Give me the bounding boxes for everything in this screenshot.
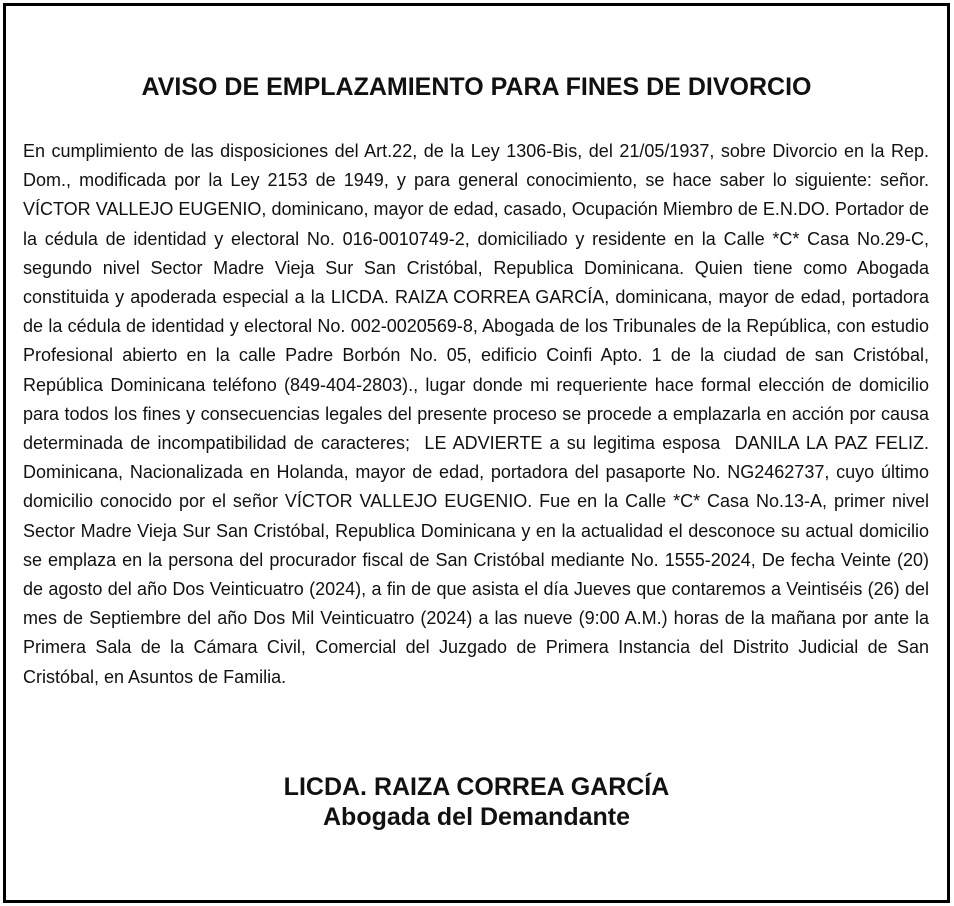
signature-block bbox=[6, 772, 947, 832]
signature-name: LICDA. RAIZA CORREA GARCÍA bbox=[283, 773, 670, 801]
signature-role: Abogada del Demandante bbox=[323, 803, 630, 831]
notice-body: En cumplimiento de las disposiciones del Art.22, de la Ley 1306-Bis, del 21/05/1937, sobre Divorcio en la Rep. Dom., modificada por la Ley 2153 de 1949, y para general conocimiento, se hace saber lo siguiente: señor. VÍCTOR VALLEJO EUGENIO, dominicano, mayor de edad, casado, Ocupación Miembro de E.N.DO. Portador de la cédula de identidad y electoral No. 016-0010749-2, domiciliado y residente en la Calle *C* Casa No.29-C, segundo nivel Sector Madre Vieja Sur San Cristóbal, Republica Dominicana. Quien tiene como Abogada constituida y apoderada especial a la LICDA. RAIZA CORREA GARCÍA, dominicana, mayor de edad, portadora de la cédula de identidad y electoral No. 002-0020569-8, Abogada de los Tribunales de la República, con estudio Profesional abierto en la calle Padre Borbón No. 05, edificio Coinfi Apto. 1 de la ciudad de san Cristóbal, República Dominicana teléfono (849-404-2803)., lugar donde mi requeriente hace formal elección de domicilio para todos los fines y consecuencias legales del presente proceso se procede a emplazarla en acción por causa determinada de incompatibilidad de caracteres; LE ADVIERTE a su legitima esposa DANILA LA PAZ FELIZ. Dominicana, Nacionalizada en Holanda, mayor de edad, portadora del pasaporte No. NG2462737, cuyo último domicilio conocido por el señor VÍCTOR VALLEJO EUGENIO. Fue en la Calle *C* Casa No.13-A, primer nivel Sector Madre Vieja Sur San Cristóbal, Republica Dominicana y en la actualidad el desconoce su actual domicilio se emplaza en la persona del procurador fiscal de San Cristóbal mediante No. 1555-2024, De fecha Veinte (20) de agosto del año Dos Veinticuatro (2024), a fin de que asista el día Jueves que contaremos a Veintiséis (26) del mes de Septiembre del año Dos Mil Veinticuatro (2024) a las nueve (9:00 A.M.) horas de la mañana por ante la Primera Sala de la Cámara Civil, Comercial del Juzgado de Primera Instancia del Distrito Judicial de San Cristóbal, en Asuntos de Familia. bbox=[23, 141, 935, 687]
notice-title: AVISO DE EMPLAZAMIENTO PARA FINES DE DIVORCIO bbox=[141, 73, 812, 101]
notice-frame bbox=[3, 3, 950, 903]
